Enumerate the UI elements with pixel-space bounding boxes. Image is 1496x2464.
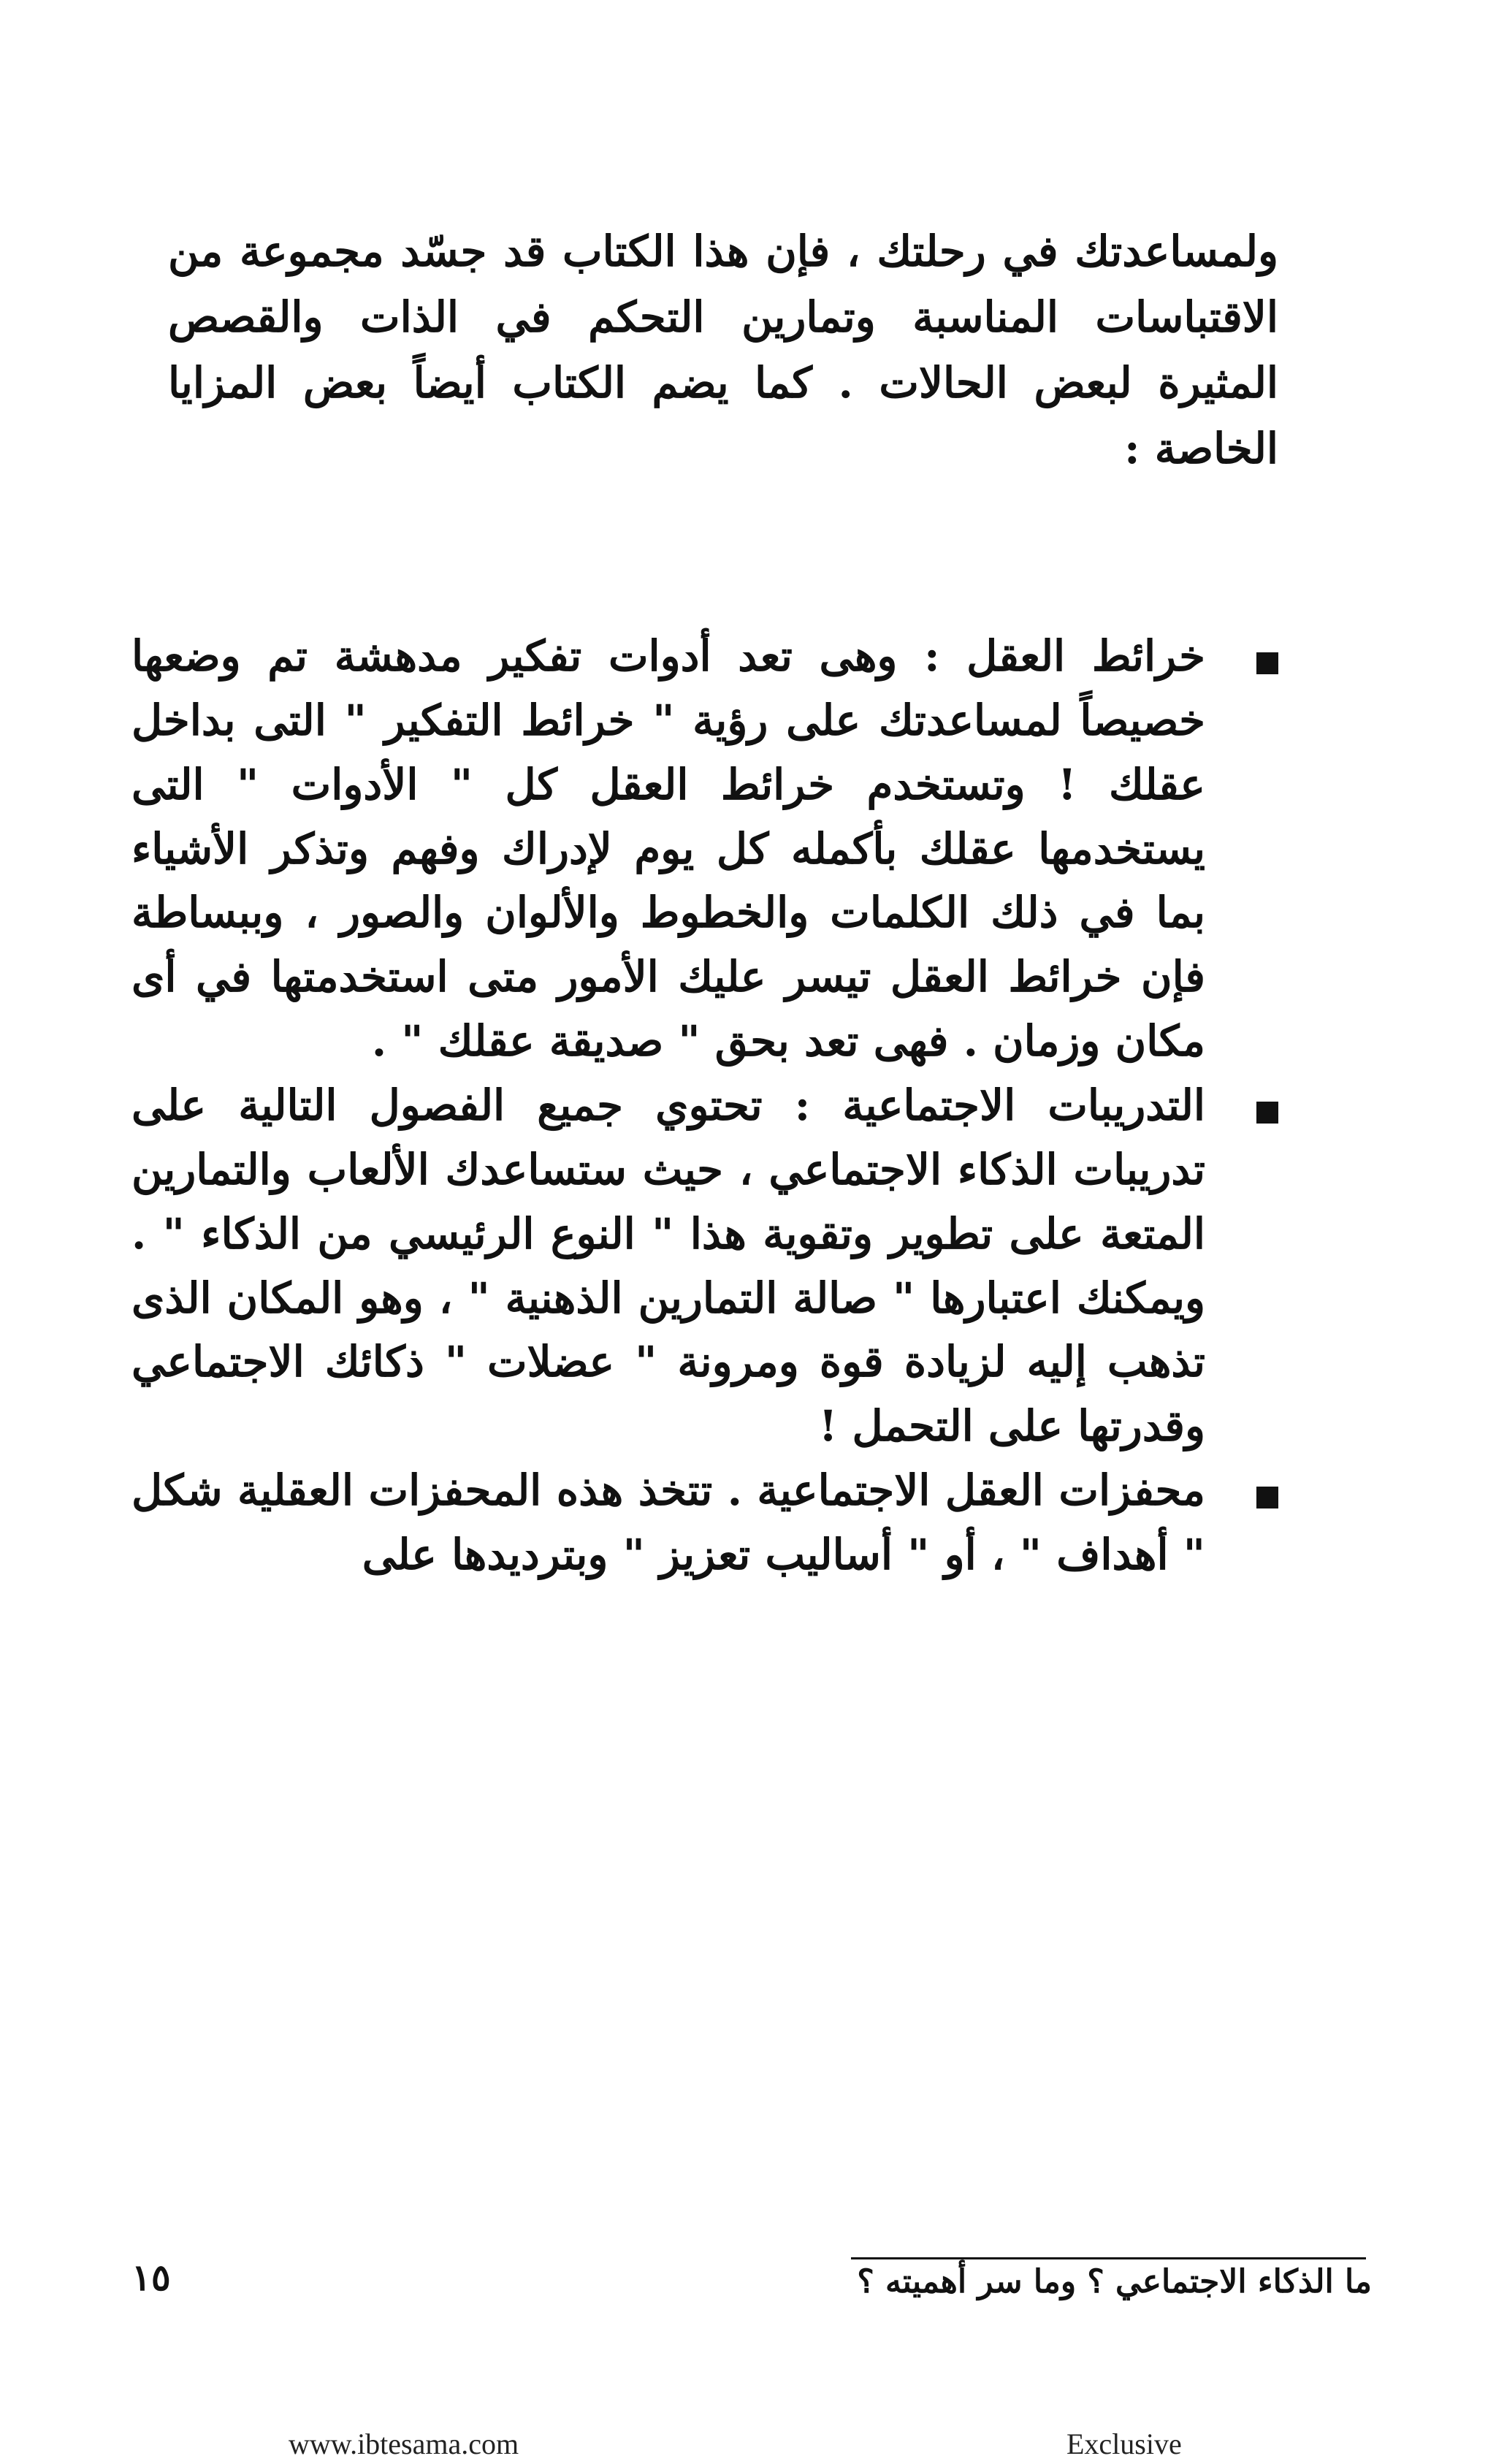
page-number: ١٥ bbox=[131, 2256, 171, 2299]
list-item-text: خرائط العقل : وهى تعد أدوات تفكير مدهشة تم وضعها خصيصاً لمساعدتك على رؤية " خرائط التفكير " التى بداخل عقلك ! وتستخدم خرائط العقل كل " الأدوات " التى يستخدمها عقلك بأكمله كل يوم لإدراك وفهم وتذكر الأشياء بما في ذلك الكلمات والخطوط والألوان والصور ، وببساطة فإن خرائط العقل تيسر عليك الأمور متى استخدمتها في أى مكان وزمان . فهى تعد بحق " صديقة عقلك " . bbox=[131, 631, 1205, 1067]
features-list bbox=[131, 625, 1278, 1587]
list-item-mind-boosters bbox=[131, 1459, 1278, 1587]
list-item-text: التدريبات الاجتماعية : تحتوي جميع الفصول التالية على تدريبات الذكاء الاجتماعي ، حيث ستساعدك الألعاب والتمارين المتعة على تطوير وتقوية هذا " النوع الرئيسي من الذكاء " . ويمكنك اعتبارها " صالة التمارين الذهنية " ، وهو المكان الذى تذهب إليه لزيادة قوة ومرونة " عضلات " ذكائك الاجتماعي وقدرتها على التحمل ! bbox=[131, 1080, 1205, 1452]
watermark-url: www.ibtesama.com bbox=[289, 2427, 519, 2460]
list-item-mind-maps bbox=[131, 625, 1278, 1074]
watermark-tag: Exclusive bbox=[1066, 2427, 1182, 2460]
list-item-social-exercises bbox=[131, 1074, 1278, 1459]
bullet-square-icon bbox=[1256, 1487, 1278, 1508]
bullet-square-icon bbox=[1256, 652, 1278, 674]
footer-divider bbox=[851, 2257, 1366, 2259]
intro-paragraph bbox=[168, 219, 1278, 482]
list-item-text: محفزات العقل الاجتماعية . تتخذ هذه المحفزات العقلية شكل " أهداف " ، أو " أساليب تعزيز " وبترديدها على bbox=[131, 1465, 1205, 1580]
bullet-square-icon bbox=[1256, 1102, 1278, 1124]
running-title: ما الذكاء الاجتماعي ؟ وما سر أهميته ؟ bbox=[857, 2263, 1372, 2300]
intro-text: ولمساعدتك في رحلتك ، فإن هذا الكتاب قد جسّد مجموعة من الاقتباسات المناسبة وتمارين التحكم في الذات والقصص المثيرة لبعض الحالات . كما يضم الكتاب أيضاً بعض المزايا الخاصة : bbox=[168, 226, 1278, 473]
